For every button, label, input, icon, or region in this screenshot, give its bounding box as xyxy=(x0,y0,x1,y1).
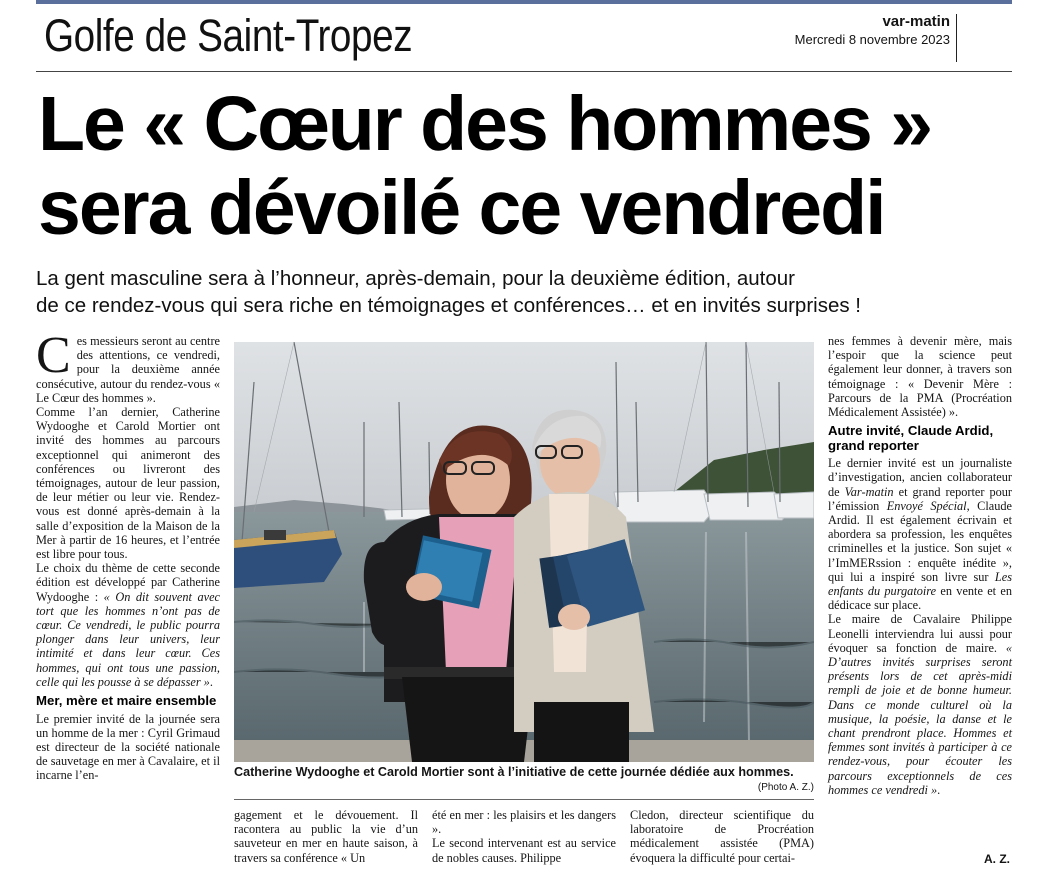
quote: « On dit souvent avec tort que les hommes n’ont pas de cœur. Ce vendredi, le public pourra plonger dans leur univers, leur intimité et dans leur cœur. Ces hommes, qui ont tous une passion, celle qui les pousse à se dépasser » xyxy=(36,589,220,689)
paragraph xyxy=(36,327,220,405)
paragraph-text: et grand reporter pour l’émission xyxy=(828,484,1013,513)
book-title: Les enfants du purgatoire xyxy=(828,569,1012,599)
article-column-2 xyxy=(234,808,418,865)
show-name: Envoyé Spécial xyxy=(886,498,967,513)
publication-name: Var-matin xyxy=(844,484,894,499)
headline-line-2: sera dévoilé ce vendredi xyxy=(38,165,885,251)
paragraph xyxy=(828,456,1012,612)
section-title: Golfe de Saint-Tropez xyxy=(44,10,413,61)
issue-date: Mercredi 8 novembre 2023 xyxy=(794,32,950,47)
paragraph-text: Le choix du thème de cette seconde édition est développé par Catherine Wydooghe : xyxy=(36,561,220,604)
newspaper-name: var-matin xyxy=(882,13,950,30)
paragraph: Cledon, directeur scientifique du laboratoire de Procréation médicalement assistée (PMA) évoquera la difficulté pour certai- xyxy=(630,808,814,865)
subheading: Autre invité, Claude Ardid, grand reporter xyxy=(828,423,994,453)
paragraph: Le second intervenant est au service de nobles causes. Philippe xyxy=(432,836,616,865)
article-column-5 xyxy=(828,334,1012,797)
headline xyxy=(38,82,931,250)
author-signature: A. Z. xyxy=(984,852,1010,866)
paragraph-text: . xyxy=(209,674,213,689)
paragraph-text: es messieurs seront au centre des attentions, ce vendredi, pour la deuxième année consécutive, autour du rendez-vous « Le Cœur des hommes ». xyxy=(36,334,220,405)
paragraph: été en mer : les plaisirs et les dangers ». xyxy=(432,808,616,837)
harbor-photo-illustration xyxy=(234,342,814,762)
paragraph xyxy=(36,561,220,689)
header-rule xyxy=(36,71,1012,72)
standfirst xyxy=(36,265,861,319)
drop-cap: C xyxy=(36,327,71,384)
standfirst-line-2: de ce rendez-vous qui sera riche en témoignages et conférences… et en invités surprises ! xyxy=(36,294,861,317)
subheading: Mer, mère et maire ensemble xyxy=(36,693,217,709)
paragraph-text: en vente et en dédicace sur place. xyxy=(828,584,1012,613)
article-column-4 xyxy=(630,808,814,865)
paragraph: gagement et le dévouement. Il racontera au public la vie d’un sauveteur en mer en haute saison, à travers sa conférence « Un xyxy=(234,808,418,865)
photo-caption: Catherine Wydooghe et Carold Mortier sont à l’initiative de cette journée dédiée aux hommes. xyxy=(234,765,794,779)
standfirst-line-1: La gent masculine sera à l’honneur, après-demain, pour la deuxième édition, autour xyxy=(36,267,795,290)
quote: « D’autres invités surprises seront présents lors de cet après-midi rempli de joie et de bonne humeur. Dans ce monde culturel où la musique, la poésie, la danse et le chant prendront place. Hommes et femmes sont invités à participer à ce rendez-vous, pour écouter les parcours exceptionnels de ces hommes ce vendredi » xyxy=(828,640,1012,797)
article-column-1 xyxy=(36,327,220,783)
masthead xyxy=(795,14,950,48)
masthead-divider xyxy=(956,14,957,62)
paragraph-text: Le dernier invité est un journaliste d’investigation, ancien collaborateur de xyxy=(828,456,1012,499)
photo-credit: (Photo A. Z.) xyxy=(757,782,814,793)
paragraph-text: , Claude Ardid. Il est également écrivain et abordera sa profession, les enquêtes criminelles et la justice. Son sujet « l’ImMERssion : enquête inédite », qui lui a inspiré son livre sur xyxy=(828,498,1013,584)
paragraph: nes femmes à devenir mère, mais l’espoir que la science peut également leur donner, à travers son témoignage : « Devenir Mère : Parcours de la PMA (Procréation Médicalement Assistée) ». xyxy=(828,334,1012,420)
paragraph-text: . xyxy=(937,782,941,797)
top-color-bar xyxy=(36,0,1012,4)
paragraph: Comme l’an dernier, Catherine Wydooghe et Carold Mortier ont invité des hommes au parcours exceptionnel qui animeront des conférences ou livreront des témoignages, autour de leur passion, de leur métier ou leur vie. Rendez-vous est donné après-demain à la salle d’exposition de la Maison de la Mer à partir de 16 heures, et l’entrée est libre pour tous. xyxy=(36,405,220,562)
article-column-3 xyxy=(432,808,616,865)
caption-rule xyxy=(234,799,814,800)
article-photo xyxy=(234,342,814,762)
headline-line-1: Le « Cœur des hommes » xyxy=(38,81,932,167)
paragraph xyxy=(828,612,1012,797)
paragraph-text: Le maire de Cavalaire Philippe Leonelli interviendra lui aussi pour évoquer sa fonction de maire. xyxy=(828,612,1012,655)
paragraph: Le premier invité de la journée sera un homme de la mer : Cyril Grimaud est directeur de la société nationale de sauvetage en mer à Cavalaire, et il incarne l’en- xyxy=(36,711,220,783)
